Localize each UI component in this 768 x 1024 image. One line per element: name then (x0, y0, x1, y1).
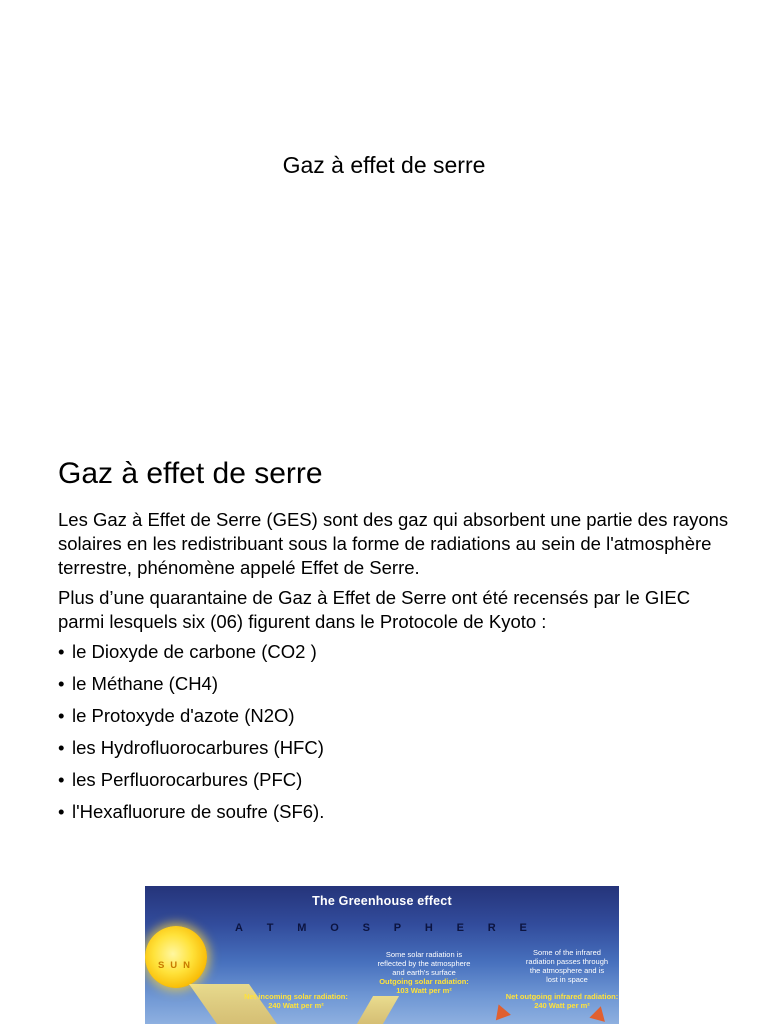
bullet-icon: • (58, 705, 65, 726)
greenhouse-effect-figure (145, 886, 619, 1024)
atmosphere-letter: H (424, 922, 433, 934)
bullet-icon: • (58, 641, 65, 662)
list-item-text: les Hydrofluorocarbures (HFC) (72, 737, 324, 758)
outgoing-infrared-label: Net outgoing infrared radiation: 240 Watt per m² (505, 992, 619, 1010)
bullet-icon: • (58, 769, 65, 790)
list-item-text: le Protoxyde d'azote (N2O) (72, 705, 295, 726)
atmosphere-letter: E (456, 922, 464, 934)
bullet-icon: • (58, 673, 65, 694)
incoming-radiation-label: Net incoming solar radiation: 240 Watt per m² (244, 992, 348, 1010)
gas-list (58, 640, 738, 824)
outgoing-solar-label: Outgoing solar radiation: 103 Watt per m² (379, 977, 469, 995)
atmosphere-letter: P (393, 922, 402, 934)
atmosphere-letter: M (297, 922, 307, 934)
list-item (58, 800, 738, 824)
bullet-icon: • (58, 801, 65, 822)
slide-2-title: Gaz à effet de serre (58, 457, 323, 490)
list-item-text: le Méthane (CH4) (72, 673, 219, 694)
kyoto-paragraph: Plus d’une quarantaine de Gaz à Effet de Serre ont été recensés par le GIEC parmi lesquels six (06) figurent dans le Protocole de Kyoto : (58, 587, 691, 632)
intro-paragraph: Les Gaz à Effet de Serre (GES) sont des gaz qui absorbent une partie des rayons solaires en les redistribuant sous la forme de radiations au sein de l'atmosphère terrestre, phénomène appelé Effet de Serre. (58, 509, 729, 578)
bullet-icon: • (58, 737, 65, 758)
solar-beam (357, 996, 399, 1024)
atmosphere-letter: T (266, 922, 274, 934)
list-item (58, 640, 738, 664)
atmosphere-letter: R (487, 922, 496, 934)
atmosphere-label (145, 922, 619, 934)
list-item-text: l'Hexafluorure de soufre (SF6). (72, 801, 325, 822)
infrared-radiation-label: Some of the infrared radiation passes through the atmosphere and is lost in space (525, 948, 609, 984)
atmosphere-letter: A (235, 922, 243, 934)
atmosphere-letter: S (362, 922, 370, 934)
reflected-radiation-label: Some solar radiation is reflected by the atmosphere and earth's surface (377, 950, 471, 977)
list-item (58, 704, 738, 728)
list-item (58, 736, 738, 760)
atmosphere-letter: O (330, 922, 339, 934)
list-item-text: le Dioxyde de carbone (CO2 ) (72, 641, 317, 662)
list-item (58, 672, 738, 696)
infrared-arrow-icon (589, 1004, 608, 1022)
sun-icon (145, 926, 207, 988)
slide-2-content (58, 452, 738, 832)
atmosphere-letter: E (519, 922, 527, 934)
sun-label: SUN (157, 960, 197, 971)
slide-1-title: Gaz à effet de serre (282, 152, 486, 178)
figure-title: The Greenhouse effect (312, 894, 452, 908)
list-item-text: les Perfluorocarbures (PFC) (72, 769, 303, 790)
list-item (58, 768, 738, 792)
